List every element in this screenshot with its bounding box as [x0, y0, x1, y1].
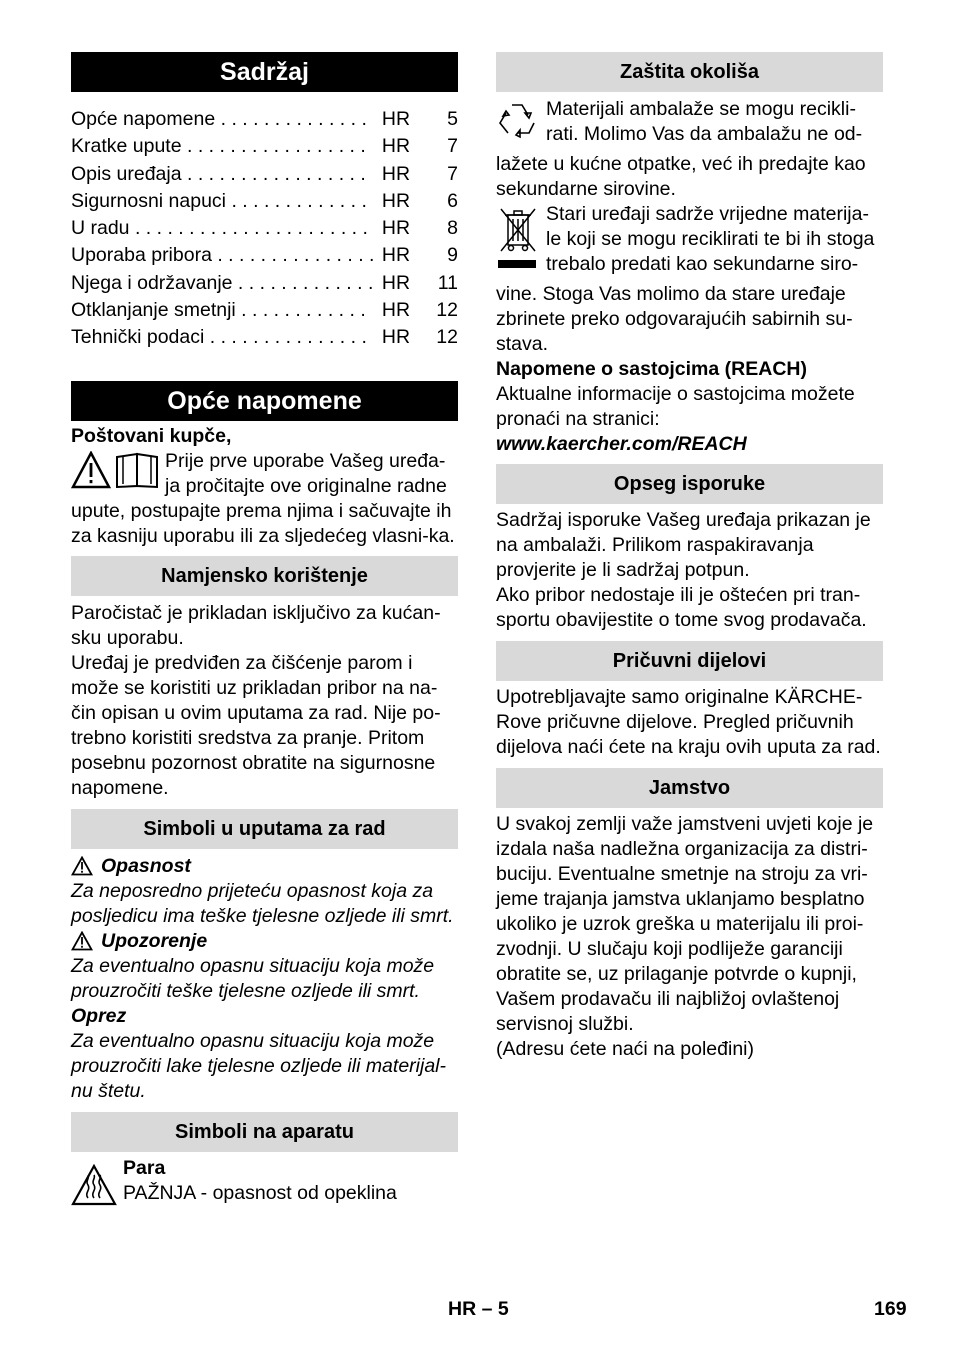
recycle-text: lažete u kućne otpatke, već ih predajte kao sekundarne sirovine. [496, 153, 866, 200]
section-heading-intended-use: Namjensko korištenje [71, 556, 458, 596]
warranty-text: U svakoj zemlji važe jamstveni uvjeti koje je izdala naša nadležna organizacija za distri-buciju. Eventualne smetnje na stroju za vri-jeme trajanja jamstva uklanjamo besplatno ukoliko je uzrok greška u materijalu ili proi-zvodnji. U slučaju koji podliježe garanciji obratite se, uz prilaganje potvrde o kupnji, Vašem prodavaču ili najbližoj ovlaštenoj servisnoj službi. [496, 813, 874, 1035]
page-number: 169 [874, 1298, 907, 1320]
warning-text: Za eventualno opasnu situaciju koja može prouzročiti teške tjelesne ozljede ili smrt. [71, 954, 435, 1002]
section-heading-spares: Pričuvni dijelovi [496, 641, 883, 681]
steam-label: Para [123, 1156, 166, 1179]
weee-block: Stari uređaji sadrže vrijedne materija- le koji se mogu reciklirati te bi ih stoga trebalo predati kao sekundarne siro- [496, 202, 883, 282]
spares-text: Upotrebljavajte samo originalne KÄRCHE-Rove pričuvne dijelove. Pregled pričuvnih dijelova naći ćete na kraju ovih uputa za rad. [496, 686, 881, 758]
danger-label-row: Opasnost [71, 854, 458, 879]
crossed-bin-icon [496, 205, 540, 275]
toc-heading: Sadržaj [71, 52, 458, 92]
warranty-note: (Adresu ćete naći na poleđini) [496, 1038, 754, 1060]
toc-list [71, 106, 458, 352]
toc-row[interactable]: Uporaba pribora . . . HR 9 [71, 242, 458, 269]
left-column [71, 52, 458, 1213]
reach-title: Napomene o sastojcima (REACH) [496, 358, 807, 380]
toc-row[interactable]: Opis uređaja . . . HR 7 [71, 161, 458, 188]
reach-text: Aktualne informacije o sastojcima možete pronaći na stranici: [496, 383, 855, 430]
right-column [496, 52, 883, 1062]
toc-row[interactable]: Kratke upute . . . HR 7 [71, 133, 458, 160]
section-heading-delivery: Opseg isporuke [496, 464, 883, 504]
toc-row[interactable]: Njega i održavanje . . . HR 11 [71, 270, 458, 297]
intro-text: upute, postupajte prema njima i sačuvajte ih za kasniju uporabu ili za sljedećeg vlasni-ka. [71, 499, 455, 547]
recycle-block: Materijali ambalaže se mogu recikli- rati. Molimo Vas da ambalažu ne od- [496, 97, 883, 152]
section-heading-symbols-device: Simboli na aparatu [71, 1112, 458, 1152]
warning-triangle-icon [71, 931, 93, 951]
toc-row[interactable]: Sigurnosni napuci . . . HR 6 [71, 188, 458, 215]
warning-triangle-icon [71, 856, 93, 876]
toc-row[interactable]: Otklanjanje smetnji . . . HR 12 [71, 297, 458, 324]
footer-section: HR – 5 [448, 1298, 509, 1320]
toc-row[interactable]: U radu . . . HR 8 [71, 215, 458, 242]
hot-steam-warning-icon [71, 1164, 117, 1206]
danger-text: Za neposredno prijeteću opasnost koja za posljedicu ima teške tjelesne ozljede ili smrt. [71, 879, 454, 927]
toc-row[interactable]: Tehnički podaci . . . HR 12 [71, 324, 458, 351]
weee-text: vine. Stoga Vas molimo da stare uređaje zbrinete preko odgovarajućih sabirnih su-stava. [496, 283, 853, 355]
delivery-para1: Sadržaj isporuke Vašeg uređaja prikazan je na ambalaži. Prilikom raspakiravanja provjerite je li sadržaj potpun. [496, 509, 871, 581]
warning-label-row: Upozorenje [71, 929, 458, 954]
steam-text: PAŽNJA - opasnost od opeklina [123, 1181, 397, 1204]
intended-use-para1: Paročistač je prikladan isključivo za kućan-sku uporabu. [71, 601, 441, 649]
warning-manual-icons [71, 449, 165, 499]
recycling-icon [496, 101, 540, 145]
section-heading-general: Opće napomene [71, 381, 458, 421]
intro-block: Prije prve uporabe Vašeg uređa- ja pročitajte ove originalne radne [71, 449, 458, 499]
reach-link[interactable]: www.kaercher.com/REACH [496, 433, 747, 455]
caution-label: Oprez [71, 1004, 127, 1027]
greeting: Poštovani kupče, [71, 424, 232, 447]
steam-symbol-row [71, 1156, 458, 1213]
section-heading-warranty: Jamstvo [496, 768, 883, 808]
delivery-para2: Ako pribor nedostaje ili je oštećen pri tran-sportu obavijestite o tome svog prodavača. [496, 584, 867, 631]
caution-text: Za eventualno opasnu situaciju koja može prouzročiti lake tjelesne ozljede ili materijal-nu štetu. [71, 1029, 446, 1102]
warning-triangle-icon [71, 451, 161, 491]
section-heading-environment: Zaštita okoliša [496, 52, 883, 92]
section-heading-symbols-manual: Simboli u uputama za rad [71, 809, 458, 849]
manual-book-icon [117, 454, 157, 487]
toc-row[interactable]: Opće napomene . . . HR 5 [71, 106, 458, 133]
intended-use-para2: Uređaj je predviđen za čišćenje parom i može se koristiti uz prikladan pribor na na-čin opisan u ovim uputama za rad. Nije po-trebno koristiti sredstva za pranje. Pritom posebnu pozornost obratite na sigurnosne napomene. [71, 651, 441, 799]
